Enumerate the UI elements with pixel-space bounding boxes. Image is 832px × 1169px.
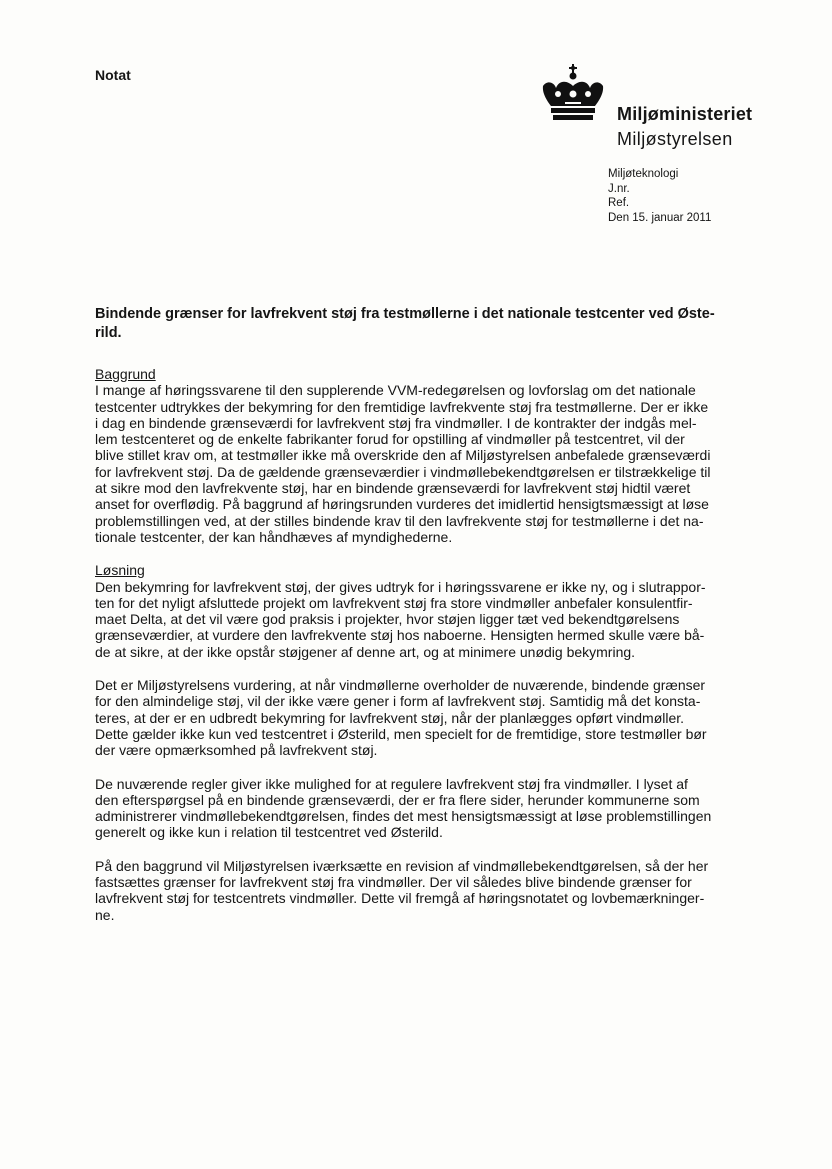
paragraph — [95, 579, 775, 660]
text-line: tionale testcenter, der kan håndhæves af myndighederne. — [95, 528, 453, 545]
text-line: fastsættes grænser for lavfrekvent støj fra vindmøller. Der vil således blive bindende grænser for — [95, 874, 692, 891]
text-line: Det er Miljøstyrelsens vurdering, at når vindmøllerne overholder de nuværende, bindende grænser — [95, 677, 706, 694]
text-line: lem testcenteret og de enkelte fabrikanter forud for opstilling af vindmøller på testcentret, vil der — [95, 431, 685, 448]
document-type-label: Notat — [95, 67, 131, 83]
document-meta — [608, 167, 711, 225]
meta-reference: Ref. — [608, 197, 630, 209]
paragraph — [95, 858, 775, 923]
meta-department: Miljøteknologi — [608, 168, 679, 180]
meta-journal-number: J.nr. — [608, 182, 630, 195]
text-line: teres, at der er en udbredt bekymring for lavfrekvent støj, når der planlægges opført vindmøller. — [95, 709, 685, 726]
text-line: de at sikre, at der ikke opstår støjgener af denne art, og at minimere unødig bekymring. — [95, 643, 636, 660]
text-line: anset for overflødig. På baggrund af høringsrunden vurderes det imidlertid hensigtsmæssigt at løse — [95, 496, 709, 513]
ministry-name: Miljøministeriet — [617, 104, 753, 124]
meta-date: Den 15. januar 2011 — [608, 211, 712, 224]
text-line: ten for det nyligt afsluttede projekt om lavfrekvent støj fra store vindmøller anbefaler konsulentfir- — [95, 594, 693, 611]
text-line: i dag en bindende grænseværdi for lavfrekvent støj fra vindmøller. I de kontrakter der indgås mel- — [95, 414, 697, 431]
text-line: den efterspørgsel på en bindende grænseværdi, der er fra flere sider, herunder kommunerne som — [95, 791, 700, 808]
section-losning — [95, 562, 775, 923]
agency-name: Miljøstyrelsen — [617, 129, 733, 149]
text-line: for den almindelige støj, vil der ikke være gener i form af lavfrekvent støj. Samtidig må det konsta- — [95, 693, 701, 710]
text-line: grænseværdier, at vurdere den lavfrekvente støj hos naboerne. Hensigten hermed skulle være bå- — [95, 627, 705, 644]
text-line: administrerer vindmøllebekendtgørelsen, findes det mest hensigtsmæssigt at løse problemstillingen — [95, 808, 712, 825]
section-heading: Baggrund — [95, 366, 156, 382]
text-line: der være opmærksomhed på lavfrekvent støj. — [95, 742, 378, 759]
paragraph — [95, 677, 775, 758]
text-line: De nuværende regler giver ikke mulighed for at regulere lavfrekvent støj fra vindmøller. I lyset af — [95, 775, 688, 792]
text-line: På den baggrund vil Miljøstyrelsen iværksætte en revision af vindmøllebekendtgørelsen, så der her — [95, 857, 709, 874]
text-line: generelt og ikke kun i relation til testcentret ved Østerild. — [95, 824, 443, 841]
text-line: testcenter udtrykkes der bekymring for den fremtidige lavfrekvente støj fra testmøllerne. Der er ikke — [95, 398, 709, 415]
text-line: at sikre mod den lavfrekvente støj, har en bindende grænseværdi for lavfrekvent støj hidtil været — [95, 480, 691, 497]
text-line: ne. — [95, 906, 115, 923]
text-line: I mange af høringssvarene til den supplerende VVM-redegørelsen og lovforslag om det nationale — [95, 382, 696, 399]
document-body — [95, 366, 775, 940]
crown-logo-icon — [538, 64, 608, 128]
paragraph — [95, 382, 775, 545]
text-line: blive stillet krav om, at testmøller ikke må overskride den af Miljøstyrelsen anbefalede grænseværdi — [95, 447, 711, 464]
text-line: lavfrekvent støj for testcentrets vindmøller. Dette vil fremgå af høringsnotatet og lovbemærkninger- — [95, 890, 705, 907]
title-line: rild. — [95, 325, 122, 341]
text-line: for lavfrekvent støj. Da de gældende grænseværdier i vindmøllebekendtgørelsen er tilstrækkelige til — [95, 463, 711, 480]
text-line: Den bekymring for lavfrekvent støj, der gives udtryk for i høringssvarene er ikke ny, og i slutrappor- — [95, 578, 706, 595]
text-line: maet Delta, at det vil være god praksis i projekter, hvor støjen ligger tæt ved bekendtgørelsens — [95, 611, 680, 628]
document-title — [95, 305, 755, 343]
title-line: Bindende grænser for lavfrekvent støj fra testmøllerne i det nationale testcenter ved Øste- — [95, 306, 715, 322]
section-baggrund — [95, 366, 775, 545]
section-heading: Løsning — [95, 562, 145, 579]
paragraph — [95, 776, 775, 841]
text-line: problemstillingen ved, at der stilles bindende krav til den lavfrekvente støj for testmøllerne i det na- — [95, 512, 704, 529]
text-line: Dette gælder ikke kun ved testcentret i Østerild, men specielt for de fremtidige, store testmøller bør — [95, 725, 707, 742]
